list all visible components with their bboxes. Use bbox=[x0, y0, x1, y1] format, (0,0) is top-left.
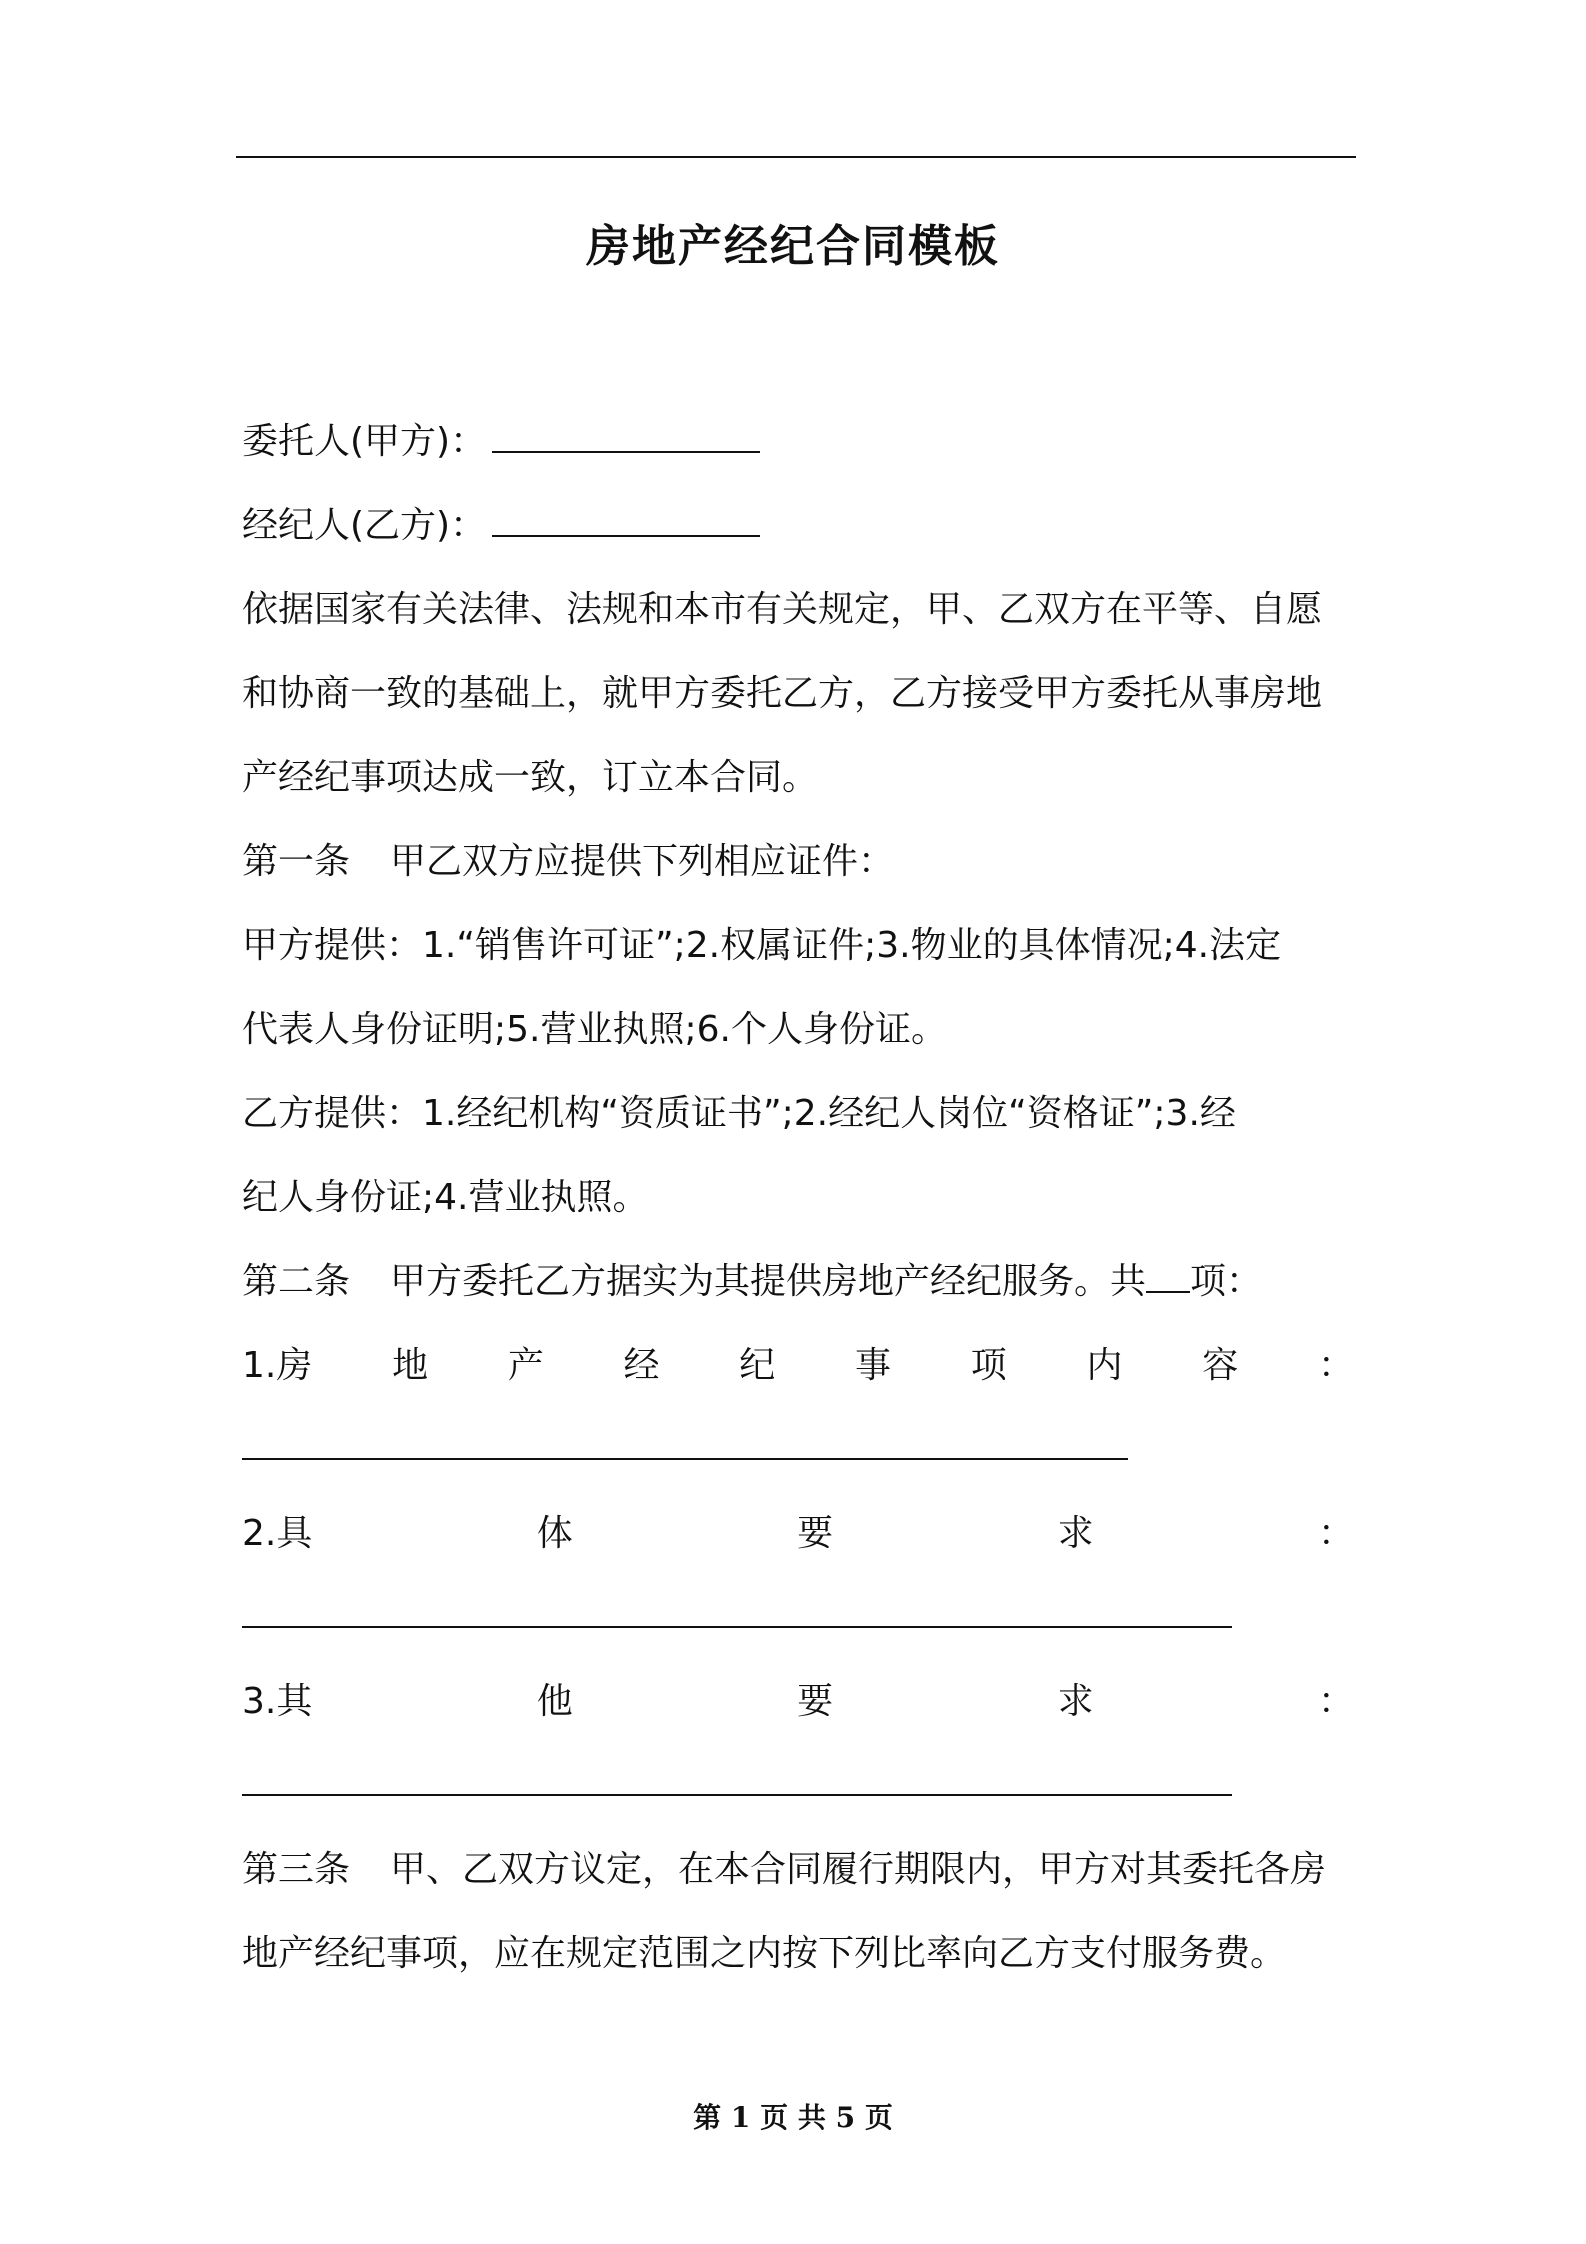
party-b-line bbox=[242, 484, 1354, 568]
preamble-line: 依据国家有关法律、法规和本市有关规定，甲、乙双方在平等、自愿 bbox=[242, 589, 1323, 630]
item-3-heading: 3.其 他 要 求 ： bbox=[242, 1681, 1354, 1722]
article-text: 甲乙双方应提供下列相应证件： bbox=[390, 841, 895, 882]
article-3 bbox=[242, 1828, 1354, 1912]
item-1-blank bbox=[242, 1408, 1354, 1492]
article-3-continuation: 地产经纪事项，应在规定范围之内按下列比率向乙方支付服务费。 bbox=[242, 1933, 1287, 1974]
party-b-label: 经纪人(乙方)： bbox=[242, 505, 487, 546]
party-a-docs-line: 甲方提供：1.“销售许可证”;2.权属证件;3.物业的具体情况;4.法定 bbox=[242, 925, 1282, 966]
article-text: 甲、乙双方议定，在本合同履行期限内，甲方对其委托各房 bbox=[390, 1849, 1327, 1890]
article-2 bbox=[242, 1240, 1354, 1324]
article-number: 第二条 bbox=[242, 1261, 351, 1302]
preamble-line: 和协商一致的基础上，就甲方委托乙方，乙方接受甲方委托从事房地 bbox=[242, 673, 1323, 714]
item-2-heading: 2.具 体 要 求 ： bbox=[242, 1513, 1354, 1554]
party-a-line bbox=[242, 400, 1354, 484]
article-1 bbox=[242, 820, 1354, 904]
preamble-line: 产经纪事项达成一致，订立本合同。 bbox=[242, 757, 819, 798]
document-body bbox=[242, 400, 1354, 1996]
article-number: 第三条 bbox=[242, 1849, 351, 1890]
party-b-docs-line: 乙方提供：1.经纪机构“资质证书”;2.经纪人岗位“资格证”;3.经 bbox=[242, 1093, 1236, 1134]
party-b-docs-line: 纪人身份证;4.营业执照。 bbox=[242, 1177, 649, 1218]
item-count-blank bbox=[1146, 1263, 1190, 1293]
article-text: 项： bbox=[1190, 1261, 1263, 1302]
article-text: 甲方委托乙方据实为其提供房地产经纪服务。共 bbox=[390, 1261, 1147, 1302]
item-3-blank bbox=[242, 1744, 1354, 1828]
article-number: 第一条 bbox=[242, 841, 351, 882]
party-a-docs-line: 代表人身份证明;5.营业执照;6.个人身份证。 bbox=[242, 1009, 947, 1050]
page-indicator: 第 1 页 共 5 页 bbox=[693, 2101, 893, 2134]
item-1-heading: 1.房 地 产 经 纪 事 项 内 容 ： bbox=[242, 1345, 1354, 1386]
item-2-blank bbox=[242, 1576, 1354, 1660]
party-a-blank bbox=[492, 423, 760, 453]
party-b-blank bbox=[492, 507, 760, 537]
document-title: 房地产经纪合同模板 bbox=[586, 221, 1000, 272]
header-rule bbox=[236, 156, 1356, 158]
party-a-label: 委托人(甲方)： bbox=[242, 421, 487, 462]
